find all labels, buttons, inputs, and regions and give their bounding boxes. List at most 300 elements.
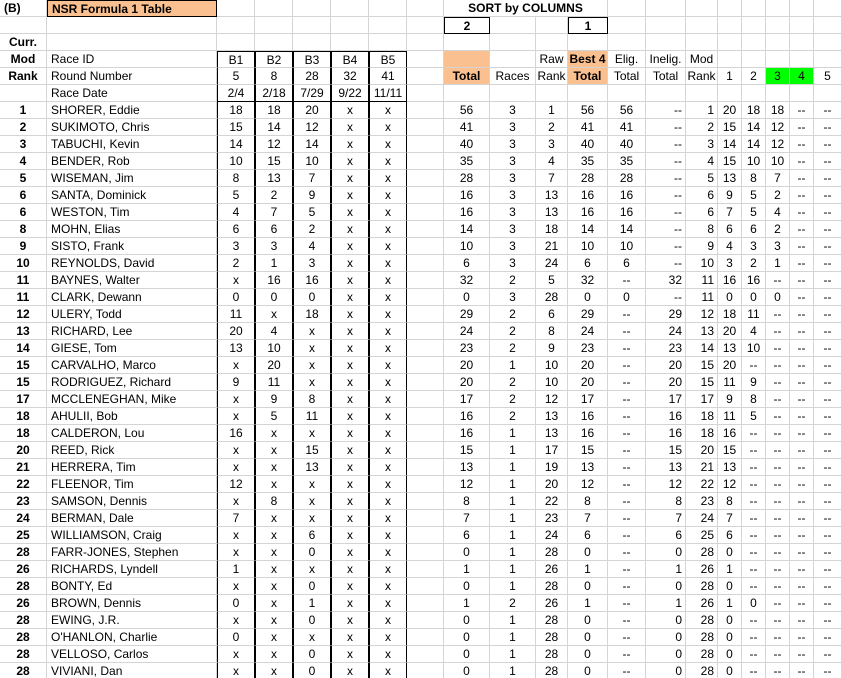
mod-rank[interactable]: 13 bbox=[686, 323, 718, 340]
header-raw-rank[interactable]: Rank bbox=[536, 68, 568, 85]
round-number-2[interactable]: 8 bbox=[255, 68, 293, 85]
header-elig[interactable]: Elig. bbox=[608, 51, 646, 68]
position-points-3[interactable]: 4 bbox=[766, 204, 790, 221]
position-points-2[interactable]: -- bbox=[742, 510, 766, 527]
position-points-3[interactable]: -- bbox=[766, 493, 790, 510]
empty-cell[interactable] bbox=[790, 17, 814, 34]
race-result-b3[interactable]: 8 bbox=[293, 391, 331, 408]
race-result-b5[interactable]: x bbox=[369, 170, 407, 187]
race-result-b2[interactable]: 11 bbox=[255, 374, 293, 391]
inelig-total[interactable]: 0 bbox=[646, 578, 686, 595]
empty-cell[interactable] bbox=[814, 34, 842, 51]
total-points[interactable]: 6 bbox=[444, 527, 490, 544]
inelig-total[interactable]: 0 bbox=[646, 544, 686, 561]
header-races[interactable]: Races bbox=[490, 68, 536, 85]
position-points-5[interactable]: -- bbox=[814, 170, 842, 187]
elig-total[interactable]: 10 bbox=[608, 238, 646, 255]
race-result-b3[interactable]: x bbox=[293, 357, 331, 374]
empty-cell[interactable] bbox=[718, 0, 742, 17]
elig-total[interactable]: 16 bbox=[608, 187, 646, 204]
race-result-b5[interactable]: x bbox=[369, 272, 407, 289]
race-result-b1[interactable]: x bbox=[217, 357, 255, 374]
race-result-b3[interactable]: 0 bbox=[293, 663, 331, 678]
row-rank[interactable]: 12 bbox=[0, 306, 47, 323]
empty-cell[interactable] bbox=[790, 51, 814, 68]
inelig-total[interactable]: -- bbox=[646, 221, 686, 238]
empty-cell[interactable] bbox=[742, 51, 766, 68]
row-rank[interactable]: 28 bbox=[0, 629, 47, 646]
race-result-b4[interactable]: x bbox=[331, 646, 369, 663]
table-title[interactable]: NSR Formula 1 Table bbox=[47, 0, 217, 17]
raw-rank[interactable]: 7 bbox=[536, 170, 568, 187]
mod-rank[interactable]: 15 bbox=[686, 374, 718, 391]
elig-total[interactable]: -- bbox=[608, 561, 646, 578]
elig-total[interactable]: -- bbox=[608, 391, 646, 408]
driver-name[interactable]: WISEMAN, Jim bbox=[47, 170, 217, 187]
race-result-b5[interactable]: x bbox=[369, 425, 407, 442]
races-count[interactable]: 3 bbox=[490, 289, 536, 306]
position-points-4[interactable]: -- bbox=[790, 119, 814, 136]
total-points[interactable]: 0 bbox=[444, 663, 490, 678]
position-points-3[interactable]: -- bbox=[766, 391, 790, 408]
empty-cell[interactable] bbox=[407, 476, 444, 493]
race-result-b1[interactable]: 4 bbox=[217, 204, 255, 221]
race-result-b1[interactable]: 1 bbox=[217, 561, 255, 578]
races-count[interactable]: 1 bbox=[490, 646, 536, 663]
race-result-b5[interactable]: x bbox=[369, 476, 407, 493]
empty-cell[interactable] bbox=[718, 34, 742, 51]
position-points-2[interactable]: 18 bbox=[742, 102, 766, 119]
race-result-b2[interactable]: x bbox=[255, 578, 293, 595]
sort-by-columns-label[interactable]: SORT by COLUMNS bbox=[444, 0, 608, 17]
elig-total[interactable]: -- bbox=[608, 612, 646, 629]
total-points[interactable]: 28 bbox=[444, 170, 490, 187]
race-result-b2[interactable]: 18 bbox=[255, 102, 293, 119]
position-points-3[interactable]: -- bbox=[766, 561, 790, 578]
raw-rank[interactable]: 28 bbox=[536, 612, 568, 629]
position-points-1[interactable]: 16 bbox=[718, 425, 742, 442]
race-result-b5[interactable]: x bbox=[369, 493, 407, 510]
race-result-b4[interactable]: x bbox=[331, 425, 369, 442]
race-result-b2[interactable]: 6 bbox=[255, 221, 293, 238]
position-header-4[interactable]: 4 bbox=[790, 68, 814, 85]
position-points-1[interactable]: 12 bbox=[718, 476, 742, 493]
position-points-3[interactable]: -- bbox=[766, 663, 790, 678]
empty-cell[interactable] bbox=[255, 0, 293, 17]
mod-rank[interactable]: 20 bbox=[686, 442, 718, 459]
race-result-b4[interactable]: x bbox=[331, 170, 369, 187]
sort-column-1[interactable]: 2 bbox=[444, 17, 490, 34]
position-points-3[interactable]: -- bbox=[766, 629, 790, 646]
driver-name[interactable]: CALDERON, Lou bbox=[47, 425, 217, 442]
position-points-4[interactable]: -- bbox=[790, 408, 814, 425]
total-points[interactable]: 8 bbox=[444, 493, 490, 510]
empty-cell[interactable] bbox=[407, 68, 444, 85]
driver-name[interactable]: SISTO, Frank bbox=[47, 238, 217, 255]
mod-rank[interactable]: 28 bbox=[686, 544, 718, 561]
raw-rank[interactable]: 28 bbox=[536, 663, 568, 678]
race-result-b1[interactable]: x bbox=[217, 663, 255, 678]
race-result-b3[interactable]: 15 bbox=[293, 442, 331, 459]
mod-rank[interactable]: 5 bbox=[686, 170, 718, 187]
elig-total[interactable]: -- bbox=[608, 476, 646, 493]
position-points-2[interactable]: 14 bbox=[742, 136, 766, 153]
race-result-b5[interactable]: x bbox=[369, 136, 407, 153]
position-points-5[interactable]: -- bbox=[814, 357, 842, 374]
mod-rank[interactable]: 18 bbox=[686, 408, 718, 425]
position-points-2[interactable]: 5 bbox=[742, 187, 766, 204]
position-points-4[interactable]: -- bbox=[790, 578, 814, 595]
position-points-5[interactable]: -- bbox=[814, 204, 842, 221]
race-result-b5[interactable]: x bbox=[369, 221, 407, 238]
position-points-3[interactable]: -- bbox=[766, 374, 790, 391]
best4-total[interactable]: 8 bbox=[568, 493, 608, 510]
race-result-b2[interactable]: 14 bbox=[255, 119, 293, 136]
race-result-b2[interactable]: 1 bbox=[255, 255, 293, 272]
race-date-2[interactable]: 2/18 bbox=[255, 85, 293, 102]
position-points-1[interactable]: 6 bbox=[718, 527, 742, 544]
total-points[interactable]: 0 bbox=[444, 544, 490, 561]
race-result-b4[interactable]: x bbox=[331, 527, 369, 544]
header-elig-total[interactable]: Total bbox=[608, 68, 646, 85]
mod-rank[interactable]: 25 bbox=[686, 527, 718, 544]
total-points[interactable]: 0 bbox=[444, 578, 490, 595]
race-result-b1[interactable]: 3 bbox=[217, 238, 255, 255]
race-result-b5[interactable]: x bbox=[369, 323, 407, 340]
races-count[interactable]: 3 bbox=[490, 136, 536, 153]
elig-total[interactable]: 28 bbox=[608, 170, 646, 187]
races-count[interactable]: 1 bbox=[490, 357, 536, 374]
total-points[interactable]: 16 bbox=[444, 408, 490, 425]
row-rank[interactable]: 10 bbox=[0, 255, 47, 272]
race-result-b4[interactable]: x bbox=[331, 391, 369, 408]
position-points-4[interactable]: -- bbox=[790, 527, 814, 544]
mod-rank[interactable]: 1 bbox=[686, 102, 718, 119]
position-points-4[interactable]: -- bbox=[790, 663, 814, 678]
elig-total[interactable]: -- bbox=[608, 425, 646, 442]
position-points-4[interactable]: -- bbox=[790, 272, 814, 289]
race-result-b1[interactable]: x bbox=[217, 493, 255, 510]
race-result-b5[interactable]: x bbox=[369, 204, 407, 221]
header-race-date[interactable]: Race Date bbox=[47, 85, 217, 102]
empty-cell[interactable] bbox=[766, 17, 790, 34]
inelig-total[interactable]: 24 bbox=[646, 323, 686, 340]
driver-name[interactable]: REYNOLDS, David bbox=[47, 255, 217, 272]
race-result-b4[interactable]: x bbox=[331, 340, 369, 357]
elig-total[interactable]: -- bbox=[608, 595, 646, 612]
total-points[interactable]: 16 bbox=[444, 425, 490, 442]
driver-name[interactable]: O'HANLON, Charlie bbox=[47, 629, 217, 646]
race-result-b2[interactable]: x bbox=[255, 476, 293, 493]
race-result-b2[interactable]: x bbox=[255, 663, 293, 678]
mod-rank[interactable]: 28 bbox=[686, 663, 718, 678]
races-count[interactable]: 3 bbox=[490, 221, 536, 238]
empty-cell[interactable] bbox=[790, 85, 814, 102]
inelig-total[interactable]: 8 bbox=[646, 493, 686, 510]
race-result-b4[interactable]: x bbox=[331, 442, 369, 459]
position-points-1[interactable]: 1 bbox=[718, 561, 742, 578]
races-count[interactable]: 2 bbox=[490, 595, 536, 612]
position-points-1[interactable]: 20 bbox=[718, 357, 742, 374]
empty-cell[interactable] bbox=[407, 629, 444, 646]
position-points-4[interactable]: -- bbox=[790, 612, 814, 629]
inelig-total[interactable]: 0 bbox=[646, 629, 686, 646]
empty-cell[interactable] bbox=[407, 136, 444, 153]
empty-cell[interactable] bbox=[407, 204, 444, 221]
mod-rank[interactable]: 14 bbox=[686, 340, 718, 357]
inelig-total[interactable]: 32 bbox=[646, 272, 686, 289]
race-result-b3[interactable]: 20 bbox=[293, 102, 331, 119]
race-id-1[interactable]: B1 bbox=[217, 51, 255, 68]
raw-rank[interactable]: 24 bbox=[536, 255, 568, 272]
best4-total[interactable]: 28 bbox=[568, 170, 608, 187]
best4-total[interactable]: 15 bbox=[568, 442, 608, 459]
row-rank[interactable]: 2 bbox=[0, 119, 47, 136]
empty-cell[interactable] bbox=[407, 289, 444, 306]
empty-cell[interactable] bbox=[766, 34, 790, 51]
position-points-1[interactable]: 15 bbox=[718, 153, 742, 170]
total-points[interactable]: 13 bbox=[444, 459, 490, 476]
position-points-5[interactable]: -- bbox=[814, 323, 842, 340]
position-points-2[interactable]: 0 bbox=[742, 289, 766, 306]
races-count[interactable]: 1 bbox=[490, 459, 536, 476]
race-result-b1[interactable]: x bbox=[217, 391, 255, 408]
position-points-1[interactable]: 15 bbox=[718, 442, 742, 459]
race-result-b4[interactable]: x bbox=[331, 357, 369, 374]
header-mod-rank[interactable]: Rank bbox=[686, 68, 718, 85]
empty-cell[interactable] bbox=[814, 85, 842, 102]
position-points-5[interactable]: -- bbox=[814, 289, 842, 306]
race-result-b3[interactable]: 14 bbox=[293, 136, 331, 153]
race-result-b4[interactable]: x bbox=[331, 612, 369, 629]
best4-total[interactable]: 40 bbox=[568, 136, 608, 153]
driver-name[interactable]: TABUCHI, Kevin bbox=[47, 136, 217, 153]
header-race-id[interactable]: Race ID bbox=[47, 51, 217, 68]
total-points[interactable]: 56 bbox=[444, 102, 490, 119]
race-result-b4[interactable]: x bbox=[331, 323, 369, 340]
position-points-1[interactable]: 15 bbox=[718, 119, 742, 136]
empty-cell[interactable] bbox=[814, 17, 842, 34]
inelig-total[interactable]: 0 bbox=[646, 646, 686, 663]
race-result-b1[interactable]: 5 bbox=[217, 187, 255, 204]
empty-cell[interactable] bbox=[407, 646, 444, 663]
best4-total[interactable]: 0 bbox=[568, 578, 608, 595]
position-points-2[interactable]: -- bbox=[742, 357, 766, 374]
races-count[interactable]: 1 bbox=[490, 612, 536, 629]
race-result-b3[interactable]: 0 bbox=[293, 612, 331, 629]
race-result-b1[interactable]: 10 bbox=[217, 153, 255, 170]
race-result-b4[interactable]: x bbox=[331, 306, 369, 323]
elig-total[interactable]: -- bbox=[608, 578, 646, 595]
inelig-total[interactable]: 17 bbox=[646, 391, 686, 408]
position-points-5[interactable]: -- bbox=[814, 595, 842, 612]
inelig-total[interactable]: -- bbox=[646, 136, 686, 153]
race-result-b4[interactable]: x bbox=[331, 561, 369, 578]
race-result-b5[interactable]: x bbox=[369, 646, 407, 663]
empty-cell[interactable] bbox=[407, 323, 444, 340]
position-points-5[interactable]: -- bbox=[814, 459, 842, 476]
raw-rank[interactable]: 19 bbox=[536, 459, 568, 476]
driver-name[interactable]: BONTY, Ed bbox=[47, 578, 217, 595]
race-result-b1[interactable]: x bbox=[217, 646, 255, 663]
mod-rank[interactable]: 2 bbox=[686, 119, 718, 136]
position-points-2[interactable]: 16 bbox=[742, 272, 766, 289]
races-count[interactable]: 1 bbox=[490, 493, 536, 510]
best4-total[interactable]: 6 bbox=[568, 255, 608, 272]
race-result-b4[interactable]: x bbox=[331, 663, 369, 678]
race-result-b4[interactable]: x bbox=[331, 102, 369, 119]
race-result-b5[interactable]: x bbox=[369, 119, 407, 136]
best4-total[interactable]: 6 bbox=[568, 527, 608, 544]
sort-column-2[interactable]: 1 bbox=[568, 17, 608, 34]
races-count[interactable]: 3 bbox=[490, 102, 536, 119]
empty-cell[interactable] bbox=[536, 17, 568, 34]
race-result-b2[interactable]: 7 bbox=[255, 204, 293, 221]
best4-total[interactable]: 24 bbox=[568, 323, 608, 340]
race-result-b2[interactable]: x bbox=[255, 544, 293, 561]
mod-rank[interactable]: 9 bbox=[686, 238, 718, 255]
races-count[interactable]: 2 bbox=[490, 272, 536, 289]
raw-rank[interactable]: 22 bbox=[536, 493, 568, 510]
race-result-b4[interactable]: x bbox=[331, 374, 369, 391]
empty-cell[interactable] bbox=[608, 17, 646, 34]
position-points-5[interactable]: -- bbox=[814, 425, 842, 442]
empty-cell[interactable] bbox=[686, 0, 718, 17]
position-points-3[interactable]: -- bbox=[766, 340, 790, 357]
race-result-b5[interactable]: x bbox=[369, 340, 407, 357]
race-result-b1[interactable]: x bbox=[217, 612, 255, 629]
races-count[interactable]: 3 bbox=[490, 153, 536, 170]
driver-name[interactable]: SHORER, Eddie bbox=[47, 102, 217, 119]
raw-rank[interactable]: 13 bbox=[536, 204, 568, 221]
race-result-b1[interactable]: 12 bbox=[217, 476, 255, 493]
race-result-b1[interactable]: 0 bbox=[217, 289, 255, 306]
position-points-3[interactable]: -- bbox=[766, 612, 790, 629]
row-rank[interactable]: 26 bbox=[0, 595, 47, 612]
race-result-b4[interactable]: x bbox=[331, 153, 369, 170]
empty-cell[interactable] bbox=[293, 0, 331, 17]
position-points-4[interactable]: -- bbox=[790, 153, 814, 170]
empty-cell[interactable] bbox=[0, 85, 47, 102]
race-result-b5[interactable]: x bbox=[369, 544, 407, 561]
inelig-total[interactable]: 16 bbox=[646, 425, 686, 442]
position-points-1[interactable]: 7 bbox=[718, 204, 742, 221]
position-points-5[interactable]: -- bbox=[814, 136, 842, 153]
empty-cell[interactable] bbox=[407, 238, 444, 255]
header-curr[interactable]: Curr. bbox=[0, 34, 47, 51]
position-points-2[interactable]: 8 bbox=[742, 170, 766, 187]
mod-rank[interactable]: 28 bbox=[686, 612, 718, 629]
empty-cell[interactable] bbox=[255, 34, 293, 51]
race-result-b3[interactable]: 7 bbox=[293, 170, 331, 187]
empty-cell[interactable] bbox=[568, 34, 608, 51]
best4-total[interactable]: 0 bbox=[568, 663, 608, 678]
row-rank[interactable]: 1 bbox=[0, 102, 47, 119]
empty-cell[interactable] bbox=[407, 170, 444, 187]
race-result-b1[interactable]: 2 bbox=[217, 255, 255, 272]
driver-name[interactable]: VELLOSO, Carlos bbox=[47, 646, 217, 663]
total-points[interactable]: 1 bbox=[444, 561, 490, 578]
position-points-4[interactable]: -- bbox=[790, 442, 814, 459]
race-result-b3[interactable]: 0 bbox=[293, 646, 331, 663]
race-result-b2[interactable]: x bbox=[255, 612, 293, 629]
empty-cell[interactable] bbox=[742, 0, 766, 17]
race-result-b2[interactable]: x bbox=[255, 561, 293, 578]
empty-cell[interactable] bbox=[217, 0, 255, 17]
races-count[interactable]: 3 bbox=[490, 255, 536, 272]
elig-total[interactable]: 6 bbox=[608, 255, 646, 272]
row-rank[interactable]: 3 bbox=[0, 136, 47, 153]
race-result-b2[interactable]: 20 bbox=[255, 357, 293, 374]
race-result-b5[interactable]: x bbox=[369, 408, 407, 425]
position-points-2[interactable]: 8 bbox=[742, 391, 766, 408]
race-result-b5[interactable]: x bbox=[369, 612, 407, 629]
empty-cell[interactable] bbox=[293, 17, 331, 34]
elig-total[interactable]: -- bbox=[608, 357, 646, 374]
best4-total[interactable]: 23 bbox=[568, 340, 608, 357]
empty-cell[interactable] bbox=[718, 85, 742, 102]
row-rank[interactable]: 18 bbox=[0, 408, 47, 425]
position-points-5[interactable]: -- bbox=[814, 102, 842, 119]
inelig-total[interactable]: 1 bbox=[646, 561, 686, 578]
position-points-4[interactable]: -- bbox=[790, 102, 814, 119]
driver-name[interactable]: GIESE, Tom bbox=[47, 340, 217, 357]
elig-total[interactable]: -- bbox=[608, 306, 646, 323]
header-mod[interactable]: Mod bbox=[0, 51, 47, 68]
row-rank[interactable]: 28 bbox=[0, 544, 47, 561]
total-points[interactable]: 0 bbox=[444, 289, 490, 306]
header-total[interactable]: Total bbox=[444, 68, 490, 85]
position-points-3[interactable]: 12 bbox=[766, 119, 790, 136]
driver-name[interactable]: ULERY, Todd bbox=[47, 306, 217, 323]
empty-cell[interactable] bbox=[407, 85, 444, 102]
position-header-3[interactable]: 3 bbox=[766, 68, 790, 85]
race-id-4[interactable]: B4 bbox=[331, 51, 369, 68]
position-points-5[interactable]: -- bbox=[814, 442, 842, 459]
position-points-2[interactable]: 14 bbox=[742, 119, 766, 136]
elig-total[interactable]: -- bbox=[608, 374, 646, 391]
mod-rank[interactable]: 8 bbox=[686, 221, 718, 238]
raw-rank[interactable]: 10 bbox=[536, 357, 568, 374]
best4-total[interactable]: 41 bbox=[568, 119, 608, 136]
race-result-b3[interactable]: 16 bbox=[293, 272, 331, 289]
race-result-b1[interactable]: x bbox=[217, 544, 255, 561]
races-count[interactable]: 1 bbox=[490, 476, 536, 493]
best4-total[interactable]: 17 bbox=[568, 391, 608, 408]
row-rank[interactable]: 13 bbox=[0, 323, 47, 340]
race-result-b3[interactable]: x bbox=[293, 323, 331, 340]
empty-cell[interactable] bbox=[47, 34, 217, 51]
race-id-3[interactable]: B3 bbox=[293, 51, 331, 68]
best4-total[interactable]: 0 bbox=[568, 629, 608, 646]
raw-rank[interactable]: 28 bbox=[536, 544, 568, 561]
empty-cell[interactable] bbox=[646, 17, 686, 34]
race-result-b3[interactable]: 3 bbox=[293, 255, 331, 272]
race-result-b5[interactable]: x bbox=[369, 102, 407, 119]
header-inelig-total[interactable]: Total bbox=[646, 68, 686, 85]
race-result-b3[interactable]: x bbox=[293, 476, 331, 493]
race-result-b1[interactable]: 0 bbox=[217, 629, 255, 646]
total-points[interactable]: 0 bbox=[444, 612, 490, 629]
race-result-b3[interactable]: x bbox=[293, 561, 331, 578]
races-count[interactable]: 1 bbox=[490, 578, 536, 595]
empty-cell[interactable] bbox=[407, 510, 444, 527]
empty-cell[interactable] bbox=[686, 34, 718, 51]
position-points-2[interactable]: -- bbox=[742, 612, 766, 629]
inelig-total[interactable]: 16 bbox=[646, 408, 686, 425]
race-result-b3[interactable]: x bbox=[293, 425, 331, 442]
races-count[interactable]: 2 bbox=[490, 340, 536, 357]
